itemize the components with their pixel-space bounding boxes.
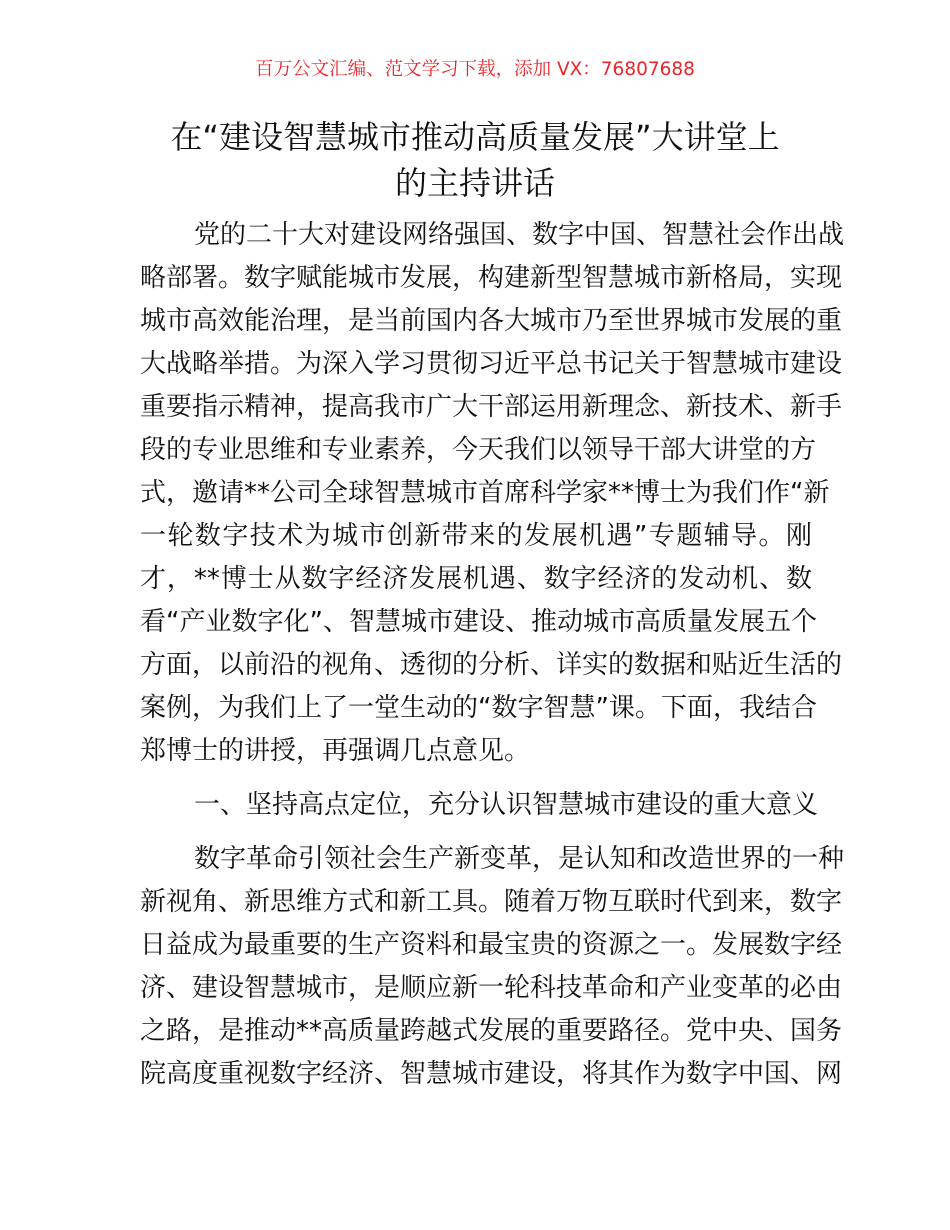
text-line: 重要指示精神，提高我市广大干部运用新理念、新技术、新手 [140,392,843,422]
text-line: 济、建设智慧城市，是顺应新一轮科技革命和产业变革的必由 [140,973,843,1003]
text-line: 城市高效能治理，是当前国内各大城市乃至世界城市发展的重 [140,306,843,336]
text-line: 看“产业数字化”、智慧城市建设、推动城市高质量发展五个 [140,607,817,637]
text-line: 大战略举措。为深入学习贯彻习近平总书记关于智慧城市建设 [140,349,843,379]
text-line: 一轮数字技术为城市创新带来的发展机遇”专题辅导。刚 [140,521,812,551]
text-line: 数字革命引领社会生产新变革，是认知和改造世界的一种 [194,844,845,874]
text-line: 案例，为我们上了一堂生动的“数字智慧”课。下面，我结合 [140,693,817,723]
text-line: 日益成为最重要的生产资料和最宝贵的资源之一。发展数字经 [140,930,843,960]
text-line: 段的专业思维和专业素养，今天我们以领导干部大讲堂的方 [140,435,817,465]
text-line: 一、坚持高点定位，充分认识智慧城市建设的重大意义 [194,790,819,820]
text-line: 略部署。数字赋能城市发展，构建新型智慧城市新格局，实现 [140,263,843,293]
document-title [140,114,810,206]
title-line-2: 的主持讲话 [394,164,555,202]
text-line: 党的二十大对建设网络强国、数字中国、智慧社会作出战 [194,220,845,250]
text-line: 院高度重视数字经济、智慧城市建设，将其作为数字中国、网 [140,1059,843,1089]
text-line: 方面，以前沿的视角、透彻的分析、详实的数据和贴近生活的 [140,650,843,680]
text-line: 才，**博士从数字经济发展机遇、数字经济的发动机、数 [140,564,812,594]
section-heading [140,784,819,827]
text-line: 之路，是推动**高质量跨越式发展的重要路径。党中央、国务 [140,1016,843,1046]
title-line-1: 在“建设智慧城市推动高质量发展”大讲堂上 [170,118,780,156]
document-body [140,214,845,1107]
watermark-header: 百万公文汇编、范文学习下载，添加 VX：76807688 [255,59,695,80]
paragraph [140,838,845,1096]
text-line: 新视角、新思维方式和新工具。随着万物互联时代到来，数字 [140,887,843,917]
paragraph [140,214,845,773]
text-line: 式，邀请**公司全球智慧城市首席科学家**博士为我们作“新 [140,478,830,508]
text-line: 郑博士的讲授，再强调几点意见。 [140,736,531,766]
